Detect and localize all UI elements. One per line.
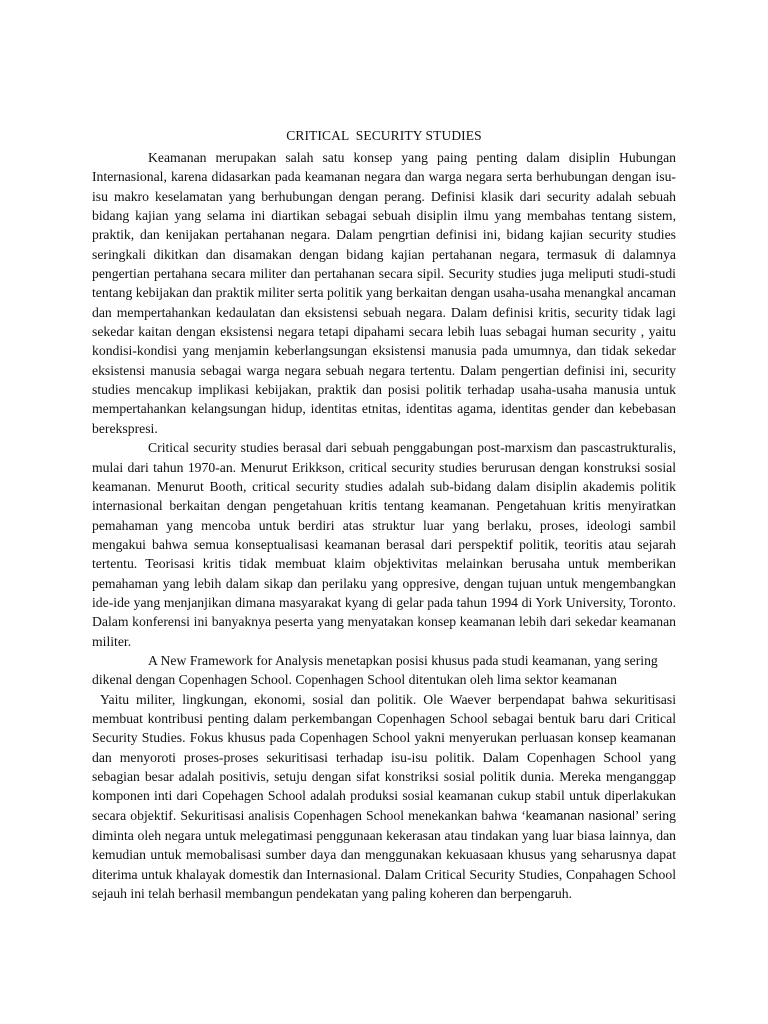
paragraph-copenhagen-school-text: Yaitu militer, lingkungan, ekonomi, sosial dan politik. Ole Waever berpendapat bahwa sekuritisasi membuat kontribusi penting dalam perkembangan Copenhagen School sebagai bentuk baru dari Critical Security Studies. Fokus khusus pada Copenhagen School yakni menyerukan perluasan konsep keamanan dan menyoroti proses-proses sekuritisasi terhadap isu-isu politik. Dalam Copenhagen School yang sebagian besar adalah positivis, setuju dengan sifat konstriksi sosial politik dunia. Mereka menganggap komponen inti dari Copehagen School adalah produksi sosial keamanan cukup stabil untuk diperlakukan secara objektif. Sekuritisasi analisis Copenhagen School menekankan bahwa ‘ [92,691,676,823]
paragraph-critical-security-origins: Critical security studies berasal dari sebuah penggabungan post-marxism dan pascastrukturalis, mulai dari tahun 1970-an. Menurut Erikkson, critical security studies berurusan dengan konstruksi sosial keamanan. Menurut Booth, critical security studies adalah sub-bidang dalam disiplin akademis politik internasional berkaitan dengan pengetahuan kritis tentang keamanan. Pengetahuan kritis menyiratkan pemahaman yang mencoba untuk berdiri atas struktur luar yang berlaku, proses, ideologi sambil mengakui bahwa semua konseptualisasi keamanan berasal dari perspektif politik, teoritis atau sejarah tertentu. Teorisasi kritis tidak membuat klaim objektivitas melainkan berusaha untuk memberikan pemahaman yang lebih dalam sikap dan perilaku yang oppresive, dengan tujuan untuk mengembangkan ide-ide yang menjanjikan dimana masyarakat kyang di gelar pada tahun 1994 di York University, Toronto. Dalam konferensi ini banyaknya peserta yang menyatakan konsep keamanan lebih dari sekedar keamanan militer. [92,440,676,649]
document-title: CRITICAL SECURITY STUDIES [286,128,482,143]
inline-term-keamanan-nasional: keamanan nasional [525,808,635,823]
paragraph-copenhagen-school [92,690,676,904]
paragraph-copenhagen-school-tail: ’ sering diminta oleh negara untuk melegatimasi penggunaan kekerasan atau tindakan yang luar biasa lainnya, dan kemudian untuk memobalisasi sumber daya dan menggunakan kekuasaan khusus yang seharusnya dapat diterima untuk khalayak domestik dan Internasional. Dalam Critical Security Studies, Conpahagen School sejauh ini telah berhasil membangun pendekatan yang paling koheren dan berpengaruh. [92,807,676,902]
paragraph-new-framework: A New Framework for Analysis menetapkan posisi khusus pada studi keamanan, yang sering dikenal dengan Copenhagen School. Copenhagen School ditentukan oleh lima sektor keamanan [92,652,658,688]
document-body [92,148,676,903]
paragraph-security-definition: Keamanan merupakan salah satu konsep yang paing penting dalam disiplin Hubungan Internasional, karena didasarkan pada keamanan negara dan warga negara serta berhubungan dengan isu-isu makro keselamatan yang berhubungan dengan perang. Definisi klasik dari security adalah sebuah bidang kajian yang selama ini diartikan sebagai sebuah disiplin ilmu yang membahas tentang sistem, praktik, dan kenijakan pertahanan negara. Dalam pengrtian definisi ini, bidang kajian security studies seringkali dikitkan dan disamakan dengan bidang kajian pertahanan negara, termasuk di dalamnya pengertian pertahana secara militer dan pertahanan secara sipil. Security studies juga meliputi studi-studi tentang kebijakan dan praktik militer serta politik yang berkaitan dengan usaha-usaha menangkal ancaman dan mempertahankan kedaulatan dan eksistensi sebuah negara. Dalam definisi kritis, security tidak lagi sekedar kaitan dengan eksistensi negara tetapi dipahami secara lebih luas sebagai human security , yaitu kondisi-kondisi yang menjamin keberlangsungan eksistensi manusia pada umumnya, dan tidak sekedar eksistensi manusia sebagai warga negara sebuah negara tertentu. Dalam pengertian definisi ini, security studies mencakup implikasi kebijakan, praktik dan posisi politik terhadap usaha-usaha manusia untuk mempertahankan kelangsungan hidup, identitas etnitas, identitas agama, identitas gender dan kebebasan berekspresi. [92,150,676,436]
